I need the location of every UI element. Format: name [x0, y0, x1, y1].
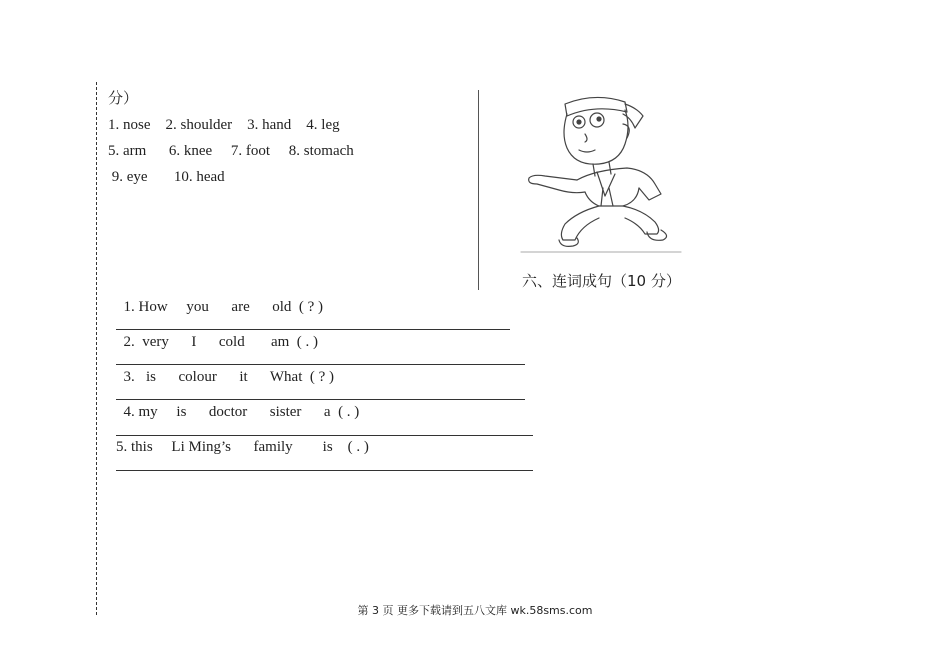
cartoon-boy-icon	[515, 84, 685, 256]
answer-line-2[interactable]	[116, 364, 525, 365]
sentence-item-3: 3. is colour it What ( ? )	[116, 369, 335, 385]
word-row-2: 5. arm 6. knee 7. foot 8. stomach	[108, 143, 354, 159]
answer-line-5[interactable]	[116, 470, 533, 471]
sentence-item-5: 5. this Li Ming’s family is ( . )	[116, 439, 369, 455]
sentence-item-1: 1. How you are old ( ? )	[116, 299, 324, 315]
column-divider	[478, 90, 479, 290]
binding-margin-line	[96, 82, 97, 615]
page-footer: 第 3 页 更多下载请到五八文库 wk.58sms.com	[357, 604, 593, 617]
word-row-1: 1. nose 2. shoulder 3. hand 4. leg	[108, 117, 340, 133]
sentence-item-2: 2. very I cold am ( . )	[116, 334, 319, 350]
score-fragment: 分）	[108, 91, 139, 107]
sentence-item-4: 4. my is doctor sister a ( . )	[116, 404, 360, 420]
answer-line-1[interactable]	[116, 329, 510, 330]
answer-line-4[interactable]	[116, 435, 533, 436]
section-six-title: 六、连词成句（10 分）	[522, 272, 681, 290]
answer-line-3[interactable]	[116, 399, 525, 400]
word-row-3: 9. eye 10. head	[108, 169, 225, 185]
